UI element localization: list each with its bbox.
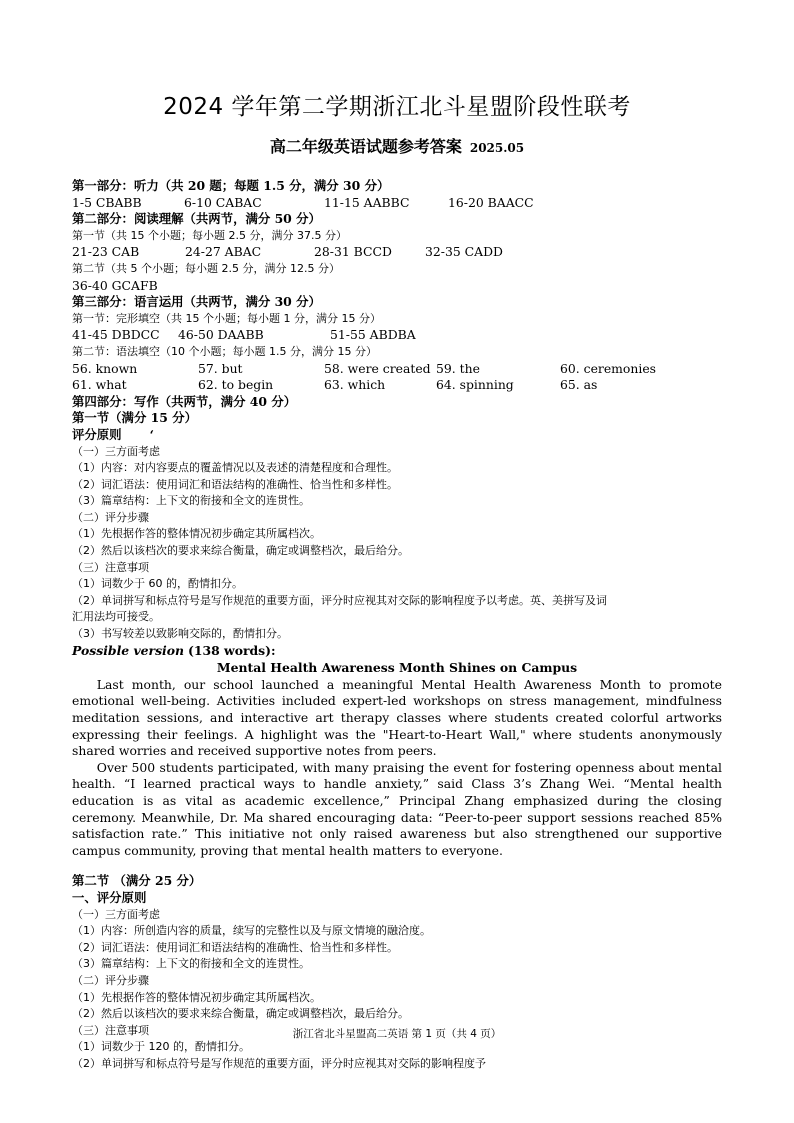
grammar-answer: 62. to begin <box>198 377 274 393</box>
part4-section1-heading: 第一节（满分 15 分） <box>72 410 197 426</box>
grammar-answer: 57. but <box>198 360 243 376</box>
part2-section1-answers <box>72 244 722 261</box>
part1-heading: 第一部分：听力（共 20 题；每题 1.5 分，满分 30 分） <box>72 178 390 193</box>
part3-section1-answers <box>72 327 722 344</box>
criteria-item: （2）单词拼写和标点符号是写作规范的重要方面，评分时应视其对交际的影响程度予 <box>72 1056 486 1070</box>
grammar-answer: 58. were created <box>324 360 431 376</box>
grammar-answer: 63. which <box>324 377 386 393</box>
criteria-item: （1）先根据作答的整体情况初步确定其所属档次。 <box>72 527 321 541</box>
exam-date: 2025.05 <box>469 141 525 155</box>
possible-version-label <box>72 643 722 660</box>
criteria-item: （3）书写较差以致影响交际的，酌情扣分。 <box>72 627 288 641</box>
answer-group: 46-50 DAABB <box>178 327 264 343</box>
possible-version-text: Possible version <box>72 642 185 658</box>
answer-group: 28-31 BCCD <box>314 244 392 260</box>
word-count: (138 words): <box>188 642 276 658</box>
criteria-item: （2）单词拼写和标点符号是写作规范的重要方面，评分时应视其对交际的影响程度予以考虑。英、美拼写及词 <box>72 593 607 607</box>
page-subtitle <box>0 134 794 157</box>
criteria-item: （三）注意事项 <box>72 1023 149 1037</box>
answer-group: 11-15 AABBC <box>324 194 410 210</box>
criteria-item: （二）评分步骤 <box>72 510 149 524</box>
grammar-answers-row2 <box>72 377 722 394</box>
answer-content <box>72 178 722 1072</box>
part4-section2-heading: 第二节 （满分 25 分） <box>72 873 202 889</box>
part4-heading: 第四部分：写作（共两节，满分 40 分） <box>72 393 297 409</box>
page-footer: 浙江省北斗星盟高二英语 第 1 页（共 4 页） <box>292 1028 502 1040</box>
essay-paragraph: Last month, our school launched a meaningful Mental Health Awareness Month to promote emotional well-being. Activities included expert-led workshops on stress management, mindfulness meditation sessions, and interactive art therapy classes where students created colorful artworks expressing their feelings. A highlight was the "Heart-to-Heart Wall," where students anonymously shared worries and received supportive notes from peers. <box>72 676 722 759</box>
criteria-item: （2）词汇语法：使用词汇和语法结构的准确性、恰当性和多样性。 <box>72 940 398 954</box>
answer-group: 51-55 ABDBA <box>330 327 416 343</box>
part2-section2-heading: 第二节（共 5 个小题；每小题 2.5 分，满分 12.5 分） <box>72 261 340 275</box>
answer-group: 1-5 CBABB <box>72 194 142 210</box>
answer-group: 32-35 CADD <box>425 244 503 260</box>
criteria-item: （一）三方面考虑 <box>72 907 160 921</box>
answer-group: 6-10 CABAC <box>184 194 262 210</box>
scoring-principles-label <box>72 427 722 444</box>
grammar-answer: 64. spinning <box>436 377 514 393</box>
subtitle-text: 高二年级英语试题参考答案 <box>269 137 462 156</box>
essay-title: Mental Health Awareness Month Shines on Campus <box>216 660 578 676</box>
grammar-answer: 61. what <box>72 377 127 393</box>
section2-principles-label: 一、评分原则 <box>72 889 147 905</box>
criteria-item: （3）篇章结构：上下文的衔接和全文的连贯性。 <box>72 494 310 508</box>
part1-answers <box>72 195 722 212</box>
criteria-item: （三）注意事项 <box>72 560 149 574</box>
page-title: 2024 学年第二学期浙江北斗星盟阶段性联考 <box>163 94 631 120</box>
criteria-item: （1）内容：所创造内容的质量，续写的完整性以及与原文情境的融洽度。 <box>72 924 431 938</box>
section1-criteria <box>72 444 722 643</box>
criteria-item: （二）评分步骤 <box>72 973 149 987</box>
part3-section2-heading: 第二节：语法填空（10 个小题；每小题 1.5 分，满分 15 分） <box>72 344 377 358</box>
stray-mark: ‘ <box>149 426 154 442</box>
answer-group: 21-23 CAB <box>72 244 140 260</box>
part2-section1-heading: 第一节（共 15 个小题；每小题 2.5 分，满分 37.5 分） <box>72 228 347 242</box>
answer-group: 16-20 BAACC <box>448 194 534 210</box>
essay-paragraph: Over 500 students participated, with many praising the event for fostering openness about mental health. “I learned practical ways to handle anxiety,” said Class 3’s Zhang Wei. “Mental health education is as vital as academic excellence,” Principal Zhang emphasized during the closing ceremony. Meanwhile, Dr. Ma shared encouraging data: “Peer-to-peer support sessions reached 85% satisfaction rate.” This initiative not only raised awareness but also strengthened our supportive campus community, proving that mental health matters to everyone. <box>72 759 722 858</box>
section2-criteria <box>72 907 722 1073</box>
criteria-item: （1）先根据作答的整体情况初步确定其所属档次。 <box>72 990 321 1004</box>
grammar-answer: 59. the <box>436 360 480 376</box>
principles-label-text: 评分原则 <box>72 426 122 442</box>
criteria-item: （1）词数少于 60 的，酌情扣分。 <box>72 577 243 591</box>
grammar-answers-row1 <box>72 361 722 378</box>
criteria-item: （2）然后以该档次的要求来综合衡量，确定或调整档次，最后给分。 <box>72 1007 409 1021</box>
answer-group: 41-45 DBDCC <box>72 327 160 343</box>
criteria-item: （2）然后以该档次的要求来综合衡量，确定或调整档次，最后给分。 <box>72 544 409 558</box>
grammar-answer: 60. ceremonies <box>560 360 657 376</box>
criteria-item: （1）词数少于 120 的，酌情扣分。 <box>72 1040 250 1054</box>
part2-section2-answers: 36-40 GCAFB <box>72 277 158 293</box>
criteria-item: （1）内容：对内容要点的覆盖情况以及表述的清楚程度和合理性。 <box>72 461 398 475</box>
criteria-item: （3）篇章结构：上下文的衔接和全文的连贯性。 <box>72 957 310 971</box>
part3-section1-heading: 第一节：完形填空（共 15 个小题；每小题 1 分，满分 15 分） <box>72 311 381 325</box>
criteria-item: （2）词汇语法：使用词汇和语法结构的准确性、恰当性和多样性。 <box>72 477 398 491</box>
grammar-answer: 56. known <box>72 360 138 376</box>
criteria-item: 汇用法均可接受。 <box>72 610 160 624</box>
criteria-item: （一）三方面考虑 <box>72 444 160 458</box>
part3-heading: 第三部分：语言运用（共两节，满分 30 分） <box>72 294 321 310</box>
grammar-answer: 65. as <box>560 377 598 393</box>
answer-group: 24-27 ABAC <box>185 244 262 260</box>
part2-heading: 第二部分：阅读理解（共两节，满分 50 分） <box>72 211 321 227</box>
